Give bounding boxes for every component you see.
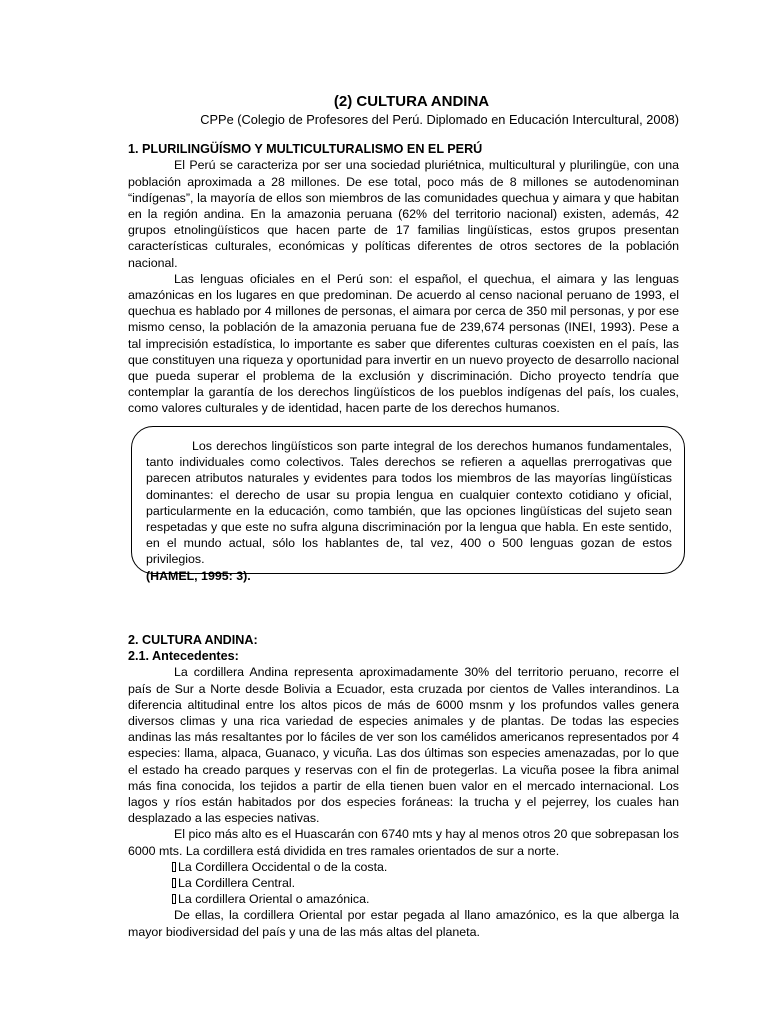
section-1 xyxy=(128,92,679,417)
section-1-paragraph: El Perú se caracteriza por ser una sociedad pluriétnica, multicultural y plurilingüe, con una población aproximada a 28 millones. De ese total, poco más de 8 millones se autodenominan “indígenas”, la mayoría de ellos son miembros de las comunidades quechua y aimara y que habitan en la región andina. En la amazonia peruana (62% del territorio nacional) existen, además, 42 grupos etnolingüísticos que hacen parte de 17 familias lingüísticas, estos grupos presentan características culturales, económicas y políticas diferentes de otros sectores de la población nacional. xyxy=(128,158,679,270)
section-2-paragraph: De ellas, la cordillera Oriental por estar pegada al llano amazónico, es la que alberga la mayor biodiversidad del país y una de las más altas del planeta. xyxy=(128,908,679,939)
bullet-icon xyxy=(172,862,176,872)
list-item xyxy=(128,875,679,891)
bullet-icon xyxy=(172,894,176,904)
section-1-heading: 1. PLURILINGÜÍSMO Y MULTICULTURALISMO EN EL PERÚ xyxy=(128,142,483,157)
list-item-text: La Cordillera Central. xyxy=(178,876,296,891)
section-2-heading: 2. CULTURA ANDINA: xyxy=(128,633,258,647)
document-subtitle: CPPe (Colegio de Profesores del Perú. Diplomado en Educación Intercultural, 2008) xyxy=(200,112,679,127)
quote-text: Los derechos lingüísticos son parte integral de los derechos humanos fundamentales, tanto individuales como colectivos. Tales derechos se refieren a aquellas prerrogativas que parecen atributos naturales y evidentes para todos los miembros de las mayorías lingüísticas dominantes: el derecho de usar su propia lengua en cualquier contexto cotidiano y oficial, particularmente en la educación, como también, que las opciones lingüísticas del sujeto sean respetadas y que este no sufra alguna discriminación por la lengua que habla. En este sentido, en el mundo actual, sólo los hablantes de, tal vez, 400 o 500 lenguas gozan de estos privilegios. xyxy=(146,439,672,567)
section-2 xyxy=(128,632,679,940)
cordillera-list xyxy=(128,859,679,908)
quote-citation: (HAMEL, 1995: 3). xyxy=(146,568,251,583)
section-1-paragraph: Las lenguas oficiales en el Perú son: el español, el quechua, el aimara y las lenguas amazónicas en los lugares en que predominan. De acuerdo al censo nacional peruano de 1993, el quechua es hablado por 4 millones de personas, el aimara por cerca de 350 mil personas, y por ese mismo censo, la población de la amazonia peruana fue de 239,674 personas (INEI, 1993). Pese a tal imprecisión estadística, lo importante es saber que diferentes culturas coexisten en el país, las que constituyen una riqueza y oportunidad para invertir en un nuevo proyecto de desarrollo nacional que pueda superar el problema de la exclusión y discriminación. Dicho proyecto tendría que contemplar la garantía de los derechos lingüísticos de los pueblos indígenas del país, los cuales, como valores culturales y de identidad, hacen parte de los derechos humanos. xyxy=(128,271,679,416)
bullet-icon xyxy=(172,878,176,888)
section-2-paragraph: El pico más alto es el Huascarán con 6740 mts y hay al menos otros 20 que sobrepasan los 6000 mts. La cordillera está dividida en tres ramales orientados de sur a norte. xyxy=(128,827,679,858)
document-title: (2) CULTURA ANDINA xyxy=(333,93,490,110)
section-2-paragraph: La cordillera Andina representa aproximadamente 30% del territorio peruano, recorre el país de Sur a Norte desde Bolivia a Ecuador, esta cruzada por cientos de Valles interandinos. La diferencia altitudinal entre los altos picos de más de 6000 msnm y los profundos valles genera diversos climas y una rica variedad de especies animales y de plantas. De todas las especies andinas las más resaltantes por lo fáciles de ver son los camélidos americanos representados por 4 especies: llama, alpaca, Guanaco, y vicuña. Las dos últimas son especies amenazadas, por lo que el estado ha creado parques y reservas con el fin de protegerlas. La vicuña posee la fibra animal más fina conocida, los tejidos a partir de ella tienen buen valor en el mercado internacional. Los lagos y ríos están habitados por dos especies foráneas: la trucha y el pejerrey, los cuales han desplazado a las especies nativas. xyxy=(128,665,679,826)
section-2-1-heading: 2.1. Antecedentes: xyxy=(128,649,239,664)
list-item-text: La Cordillera Occidental o de la costa. xyxy=(178,859,388,874)
list-item xyxy=(128,891,679,907)
list-item xyxy=(128,859,679,875)
quote-box xyxy=(131,426,685,583)
list-item-text: La cordillera Oriental o amazónica. xyxy=(178,892,370,907)
